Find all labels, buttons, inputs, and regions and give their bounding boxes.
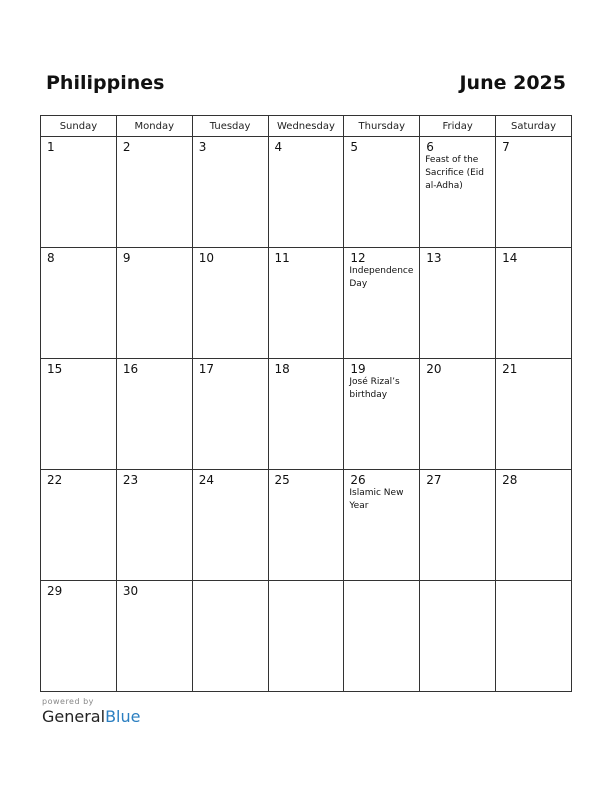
day-number: 9 (122, 251, 131, 265)
weekday-header-row (41, 116, 572, 137)
calendar-week-row (41, 581, 572, 692)
empty-day-cell (192, 581, 268, 692)
day-cell (192, 248, 268, 359)
country-title: Philippines (46, 72, 165, 94)
day-number: 15 (47, 362, 63, 376)
day-number: 3 (198, 140, 207, 154)
day-number: 1 (47, 140, 55, 154)
calendar-week-row (41, 470, 572, 581)
day-number: 12 (350, 251, 366, 265)
brand-general: General (42, 707, 106, 726)
empty-day-cell (344, 581, 420, 692)
day-cell (420, 248, 496, 359)
day-number: 6 (426, 140, 434, 154)
day-number: 8 (47, 251, 55, 265)
holiday-label: Islamic New Year (349, 488, 404, 511)
day-number: 25 (274, 473, 290, 487)
day-cell (268, 470, 344, 581)
day-cell (192, 359, 268, 470)
empty-day-cell (496, 581, 572, 692)
footer-branding (42, 697, 140, 726)
day-cell (496, 359, 572, 470)
day-number: 27 (426, 473, 442, 487)
day-number: 18 (274, 362, 290, 376)
day-cell (344, 359, 420, 470)
day-number: 21 (502, 362, 518, 376)
day-cell (192, 470, 268, 581)
empty-day-cell (420, 581, 496, 692)
day-number: 5 (350, 140, 359, 154)
month-year-title: June 2025 (459, 72, 566, 94)
holiday-label: Independence Day (349, 266, 414, 289)
day-number: 2 (122, 140, 131, 154)
day-number: 13 (426, 251, 442, 265)
day-cell (116, 359, 192, 470)
day-cell (41, 581, 117, 692)
day-cell (420, 359, 496, 470)
calendar-grid (40, 115, 572, 692)
calendar-header (46, 72, 566, 98)
day-number: 24 (198, 473, 214, 487)
day-number: 26 (350, 473, 366, 487)
brand-blue: Blue (105, 707, 141, 726)
day-number: 7 (502, 140, 510, 154)
day-cell (344, 248, 420, 359)
day-cell (496, 137, 572, 248)
day-number: 4 (274, 140, 283, 154)
weekday-sunday: Sunday (41, 116, 117, 137)
generalblue-logo[interactable] (42, 707, 140, 726)
day-cell (344, 470, 420, 581)
weekday-saturday: Saturday (496, 116, 572, 137)
calendar-body (41, 137, 572, 692)
day-number: 16 (122, 362, 139, 376)
holiday-label: Feast of the Sacrifice (Eid al-Adha) (425, 155, 485, 191)
day-cell (268, 359, 344, 470)
day-number: 20 (426, 362, 442, 376)
day-number: 22 (47, 473, 63, 487)
day-cell (268, 137, 344, 248)
day-cell (192, 137, 268, 248)
day-cell (41, 359, 117, 470)
powered-by-text: powered by (42, 697, 94, 706)
calendar-week-row (41, 137, 572, 248)
weekday-monday: Monday (116, 116, 192, 137)
weekday-friday: Friday (420, 116, 496, 137)
day-cell (116, 137, 192, 248)
day-number: 10 (198, 251, 214, 265)
day-cell (116, 470, 192, 581)
day-number: 19 (350, 362, 366, 376)
day-cell (496, 248, 572, 359)
day-number: 28 (502, 473, 518, 487)
day-cell (268, 248, 344, 359)
day-number: 29 (47, 584, 63, 598)
day-number: 23 (122, 473, 139, 487)
day-number: 30 (122, 584, 139, 598)
weekday-tuesday: Tuesday (192, 116, 268, 137)
day-cell (344, 137, 420, 248)
day-number: 11 (274, 251, 290, 265)
day-cell (41, 248, 117, 359)
weekday-thursday: Thursday (344, 116, 420, 137)
holiday-label: José Rizal’s birthday (349, 377, 400, 400)
day-number: 17 (198, 362, 214, 376)
empty-day-cell (268, 581, 344, 692)
weekday-wednesday: Wednesday (268, 116, 344, 137)
calendar-week-row (41, 359, 572, 470)
day-cell (41, 137, 117, 248)
day-cell (116, 581, 192, 692)
calendar-week-row (41, 248, 572, 359)
day-cell (116, 248, 192, 359)
day-cell (420, 470, 496, 581)
day-cell (41, 470, 117, 581)
day-number: 14 (502, 251, 518, 265)
day-cell (420, 137, 496, 248)
day-cell (496, 470, 572, 581)
